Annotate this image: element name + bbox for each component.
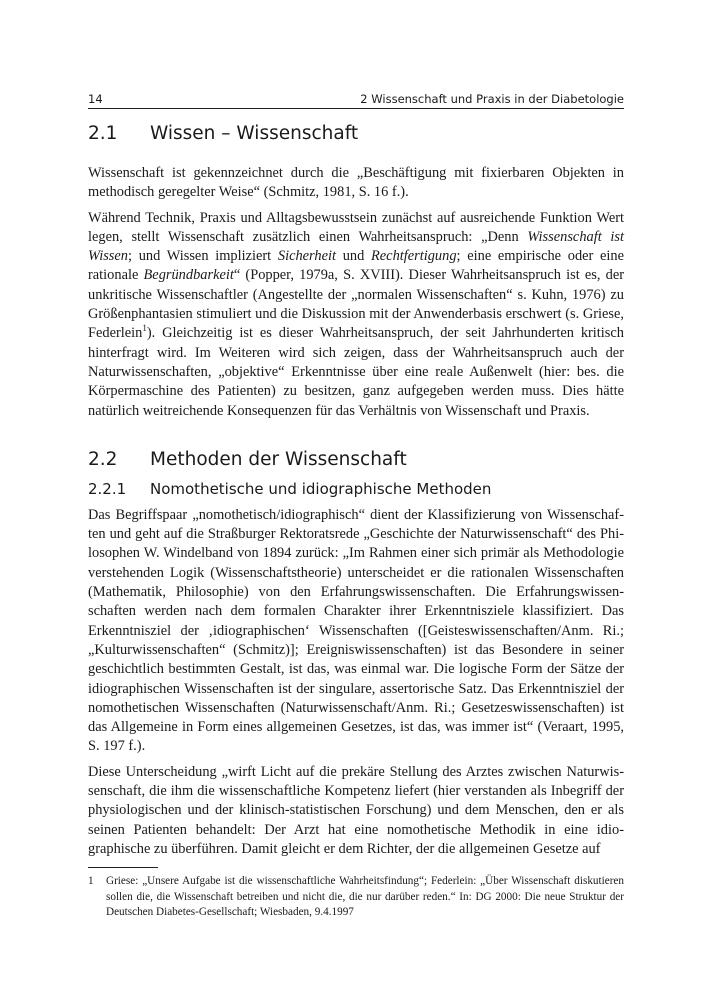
- text-run: ). Gleichzeitig ist es dieser Wahrheitsanspruch, der seit Jahrhunderten kritisch hinterfragt wird. Im Weiteren wird sich zeigen, dass der Wahrheitsanspruch auch der Naturwissenschaften, „objektive“ Erkenntnisse über eine reale Außenwelt (hier: bes. die Körpermaschine des Patienten) zu besitzen, ganz aufgegeben werden muss. Dies hätte natürlich weitreichende Konsequenzen für das Verhältnis von Wissenschaft und Praxis.: [88, 325, 624, 419]
- section-number: 2.2: [88, 448, 118, 470]
- paragraph: Wissenschaft ist gekennzeichnet durch die „Beschäftigung mit fixierbaren Objekten in methodisch geregelter Weise“ (Schmitz, 1981, S. 16 f.).: [88, 165, 624, 201]
- page-number: 14: [88, 92, 103, 106]
- running-header: [88, 92, 624, 109]
- footnote-number: 1: [88, 875, 94, 888]
- paragraph: [88, 209, 624, 421]
- subsection-heading-2-2-1: [88, 480, 624, 498]
- footnote: [88, 874, 624, 921]
- text-run: ; eine empirische oder eine rationale: [88, 248, 625, 284]
- page: [88, 92, 624, 921]
- chapter-title: 2 Wissenschaft und Praxis in der Diabetologie: [360, 92, 624, 106]
- italic-run: Wissenschaft ist Wissen: [88, 228, 624, 265]
- text-run: “ (Popper, 1979a, S. XVIII). Dieser Wahrheitsanspruch ist es, der unkritische Wissenschaftler (Angestellte der „normalen Wissenschaften“ s. Kuhn, 1976) zu Größenphantasien stimuliert und die Diskussion mit der Anwenderbasis erschwert (s. Griese, Federlein: [88, 267, 625, 342]
- section-heading-2-2: [88, 449, 624, 470]
- subsection-title: Nomothetische und idiographische Methoden: [150, 479, 492, 498]
- section-heading-2-1: [88, 123, 624, 144]
- footnote-divider: [88, 867, 158, 868]
- paragraph: Das Begriffspaar „nomothetisch/idiographisch“ dient der Klassifizierung von Wissenschaften und geht auf die Straßburger Rektoratsrede „Geschichte der Naturwissenschaft“ des Philosophen W. Windelband von 1894 zurück: „Im Rahmen einer sich primär als Methodologie verstehenden Logik (Wissenschaftstheorie) unterscheidet er die rationalen Wissenschaften (Mathematik, Philosophie) von den Erfahrungswissenschaften. Die Erfahrungswissenschaften werden nach dem formalen Charakter ihrer Erkenntnisziele klassifiziert. Das Erkenntnisziel der ‚idiographischen‘ Wissenschaften ([Geisteswissenschaften/Anm. Ri.; „Kulturwissenschaften“ (Schmitz)]; Ereigniswissenschaften) ist das Besondere in seiner geschichtlich bestimmten Gestalt, ist das, was einmal war. Die logische Form der Sätze der idiographischen Wissenschaften ist der singulare, assertorische Satz. Das Erkenntnisziel der nomothetischen Wissenschaften (Naturwissenschaft/Anm. Ri.; Gesetzeswissenschaften) ist das Allgemeine in Form eines allgemeinen Gesetzes, ist das, was immer ist“ (Veraart, 1995, S. 197 f.).: [88, 506, 624, 755]
- text-run: Während Technik, Praxis und Alltagsbewusstsein zunächst auf ausreichende Funktion Wert legen, stellt Wissenschaft zusätzlich einen Wahrheitsanspruch: „Denn: [88, 209, 624, 245]
- italic-run: Sicherheit: [277, 248, 336, 265]
- subsection-number: 2.2.1: [88, 479, 127, 498]
- text-run: und: [335, 248, 371, 265]
- section-title: Methoden der Wissenschaft: [150, 448, 407, 470]
- italic-run: Rechtfertigung: [371, 248, 457, 265]
- section-number: 2.1: [88, 123, 118, 144]
- footnote-text: Griese: „Unsere Aufgabe ist die wissenschaftliche Wahrheitsfindung“; Federlein: „Über Wissenschaft diskutieren sollen die, die Wissenschaft betreiben und nicht die, die nur darüber reden.“ In: DG 2000: Die neue Struktur der Deutschen Diabetes-Gesellschaft; Wiesbaden, 9.4.1997: [106, 875, 624, 919]
- italic-run: Begründbarkeit: [143, 267, 234, 284]
- paragraph: Diese Unterscheidung „wirft Licht auf die prekäre Stellung des Arztes zwischen Naturwissenschaft, die ihm die wissenschaftliche Kompetenz liefert (hier verstanden als Inbegriff der physiologischen und der klinisch-statistischen Forschung) und dem Menschen, den er als seinen Patienten behandelt: Der Arzt hat eine nomothetische Methodik in eine idiographische zu überführen. Damit gleicht er dem Richter, der die allgemeinen Gesetze auf: [88, 763, 624, 857]
- footnote-ref[interactable]: 1: [142, 323, 147, 334]
- section-title: Wissen – Wissenschaft: [150, 123, 359, 144]
- text-run: ; und Wissen impliziert: [127, 248, 278, 265]
